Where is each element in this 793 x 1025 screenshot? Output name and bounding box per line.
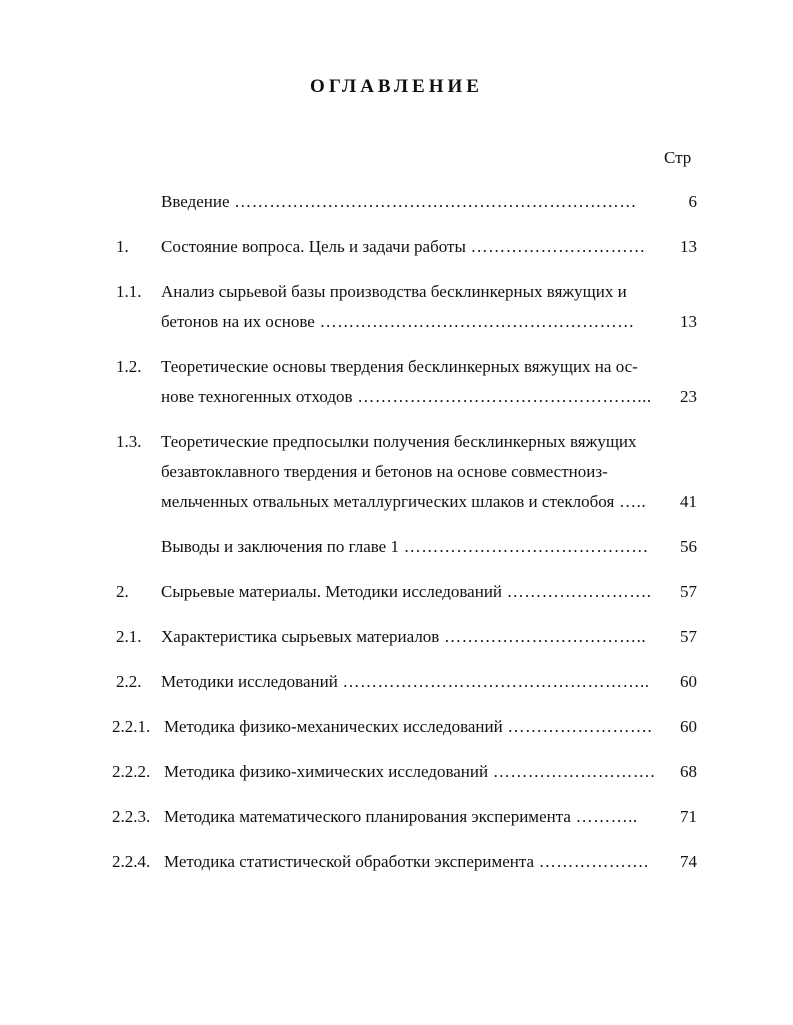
toc-entry-text: Методики исследований ……………………………………………..: [161, 672, 650, 691]
toc-entry-number: 1.3.: [116, 432, 142, 451]
toc-entry-text: Теоретические предпосылки получения бесклинкерных вяжущих: [161, 432, 637, 451]
toc-leader-dots: ……………………………………………..: [337, 672, 650, 691]
toc-entry-number: 2.2.2.: [112, 762, 151, 781]
toc-entry-number: 2.: [116, 582, 129, 601]
toc-page-number: 57: [680, 627, 697, 646]
toc-entry-text: Характеристика сырьевых материалов ……………………………..: [161, 627, 647, 646]
toc-page-number: 60: [680, 717, 697, 736]
toc-entry-text: нове техногенных отходов …………………………………………...: [161, 387, 652, 406]
toc-entry-text: Выводы и заключения по главе 1 ……………………………………: [161, 537, 649, 556]
toc-page-number: 13: [680, 312, 697, 331]
toc-page-number: 68: [680, 762, 697, 781]
toc-entry-number: 2.2.1.: [112, 717, 151, 736]
toc-page-number: 60: [680, 672, 697, 691]
toc-entry-text: мельченных отвальных металлургических шлаков и стеклобоя …..: [161, 492, 647, 511]
toc-page-number: 13: [680, 237, 697, 256]
toc-leader-dots: ……………….: [534, 852, 649, 871]
toc-entry-text: Методика статистической обработки эксперимента ……………….: [164, 852, 649, 871]
toc-entry-number: 2.2.4.: [112, 852, 151, 871]
page-title: ОГЛАВЛЕНИЕ: [310, 76, 483, 97]
toc-leader-dots: ……………………………..: [439, 627, 647, 646]
toc-entry-number: 2.1.: [116, 627, 142, 646]
toc-entry-text: Введение ……………………………………………………………: [161, 192, 637, 211]
toc-entry-text: Методика физико-химических исследований ……………………….: [164, 762, 656, 781]
toc-entry-text: Теоретические основы твердения бесклинкерных вяжущих на ос-: [161, 357, 638, 376]
toc-page-number: 23: [680, 387, 697, 406]
toc-leader-dots: …………………………: [465, 237, 646, 256]
toc-entry-text: бетонов на их основе ………………………………………………: [161, 312, 635, 331]
toc-entry-text: безавтоклавного твердения и бетонов на основе совместноиз-: [161, 462, 608, 481]
toc-leader-dots: …………………….: [502, 717, 653, 736]
toc-entry-text: Анализ сырьевой базы производства бесклинкерных вяжущих и: [161, 282, 627, 301]
toc-leader-dots: …………………………………………...: [352, 387, 652, 406]
toc-entry-number: 1.1.: [116, 282, 142, 301]
toc-leader-dots: ……………………………………………………………: [229, 192, 637, 211]
toc-page-number: 56: [680, 537, 697, 556]
toc-page-number: 57: [680, 582, 697, 601]
toc-leader-dots: …..: [614, 492, 647, 511]
toc-page-number: 41: [680, 492, 697, 511]
toc-entry-text: Методика математического планирования эксперимента ………..: [164, 807, 638, 826]
toc-leader-dots: ……………………………………: [398, 537, 649, 556]
toc-leader-dots: ………………………………………………: [314, 312, 635, 331]
toc-entry-number: 2.2.: [116, 672, 142, 691]
toc-leader-dots: ………..: [570, 807, 638, 826]
toc-entry-text: Состояние вопроса. Цель и задачи работы …………………………: [161, 237, 646, 256]
toc-entry-number: 2.2.3.: [112, 807, 151, 826]
toc-page-number: 6: [688, 192, 697, 211]
toc-entry-text: Сырьевые материалы. Методики исследований …………………….: [161, 582, 652, 601]
toc-page-number: 74: [680, 852, 697, 871]
toc-page-number: 71: [680, 807, 697, 826]
toc-entry-text: Методика физико-механических исследований …………………….: [164, 717, 653, 736]
toc-leader-dots: …………………….: [502, 582, 652, 601]
page-column-label: Стр: [664, 148, 692, 167]
toc-leader-dots: ……………………….: [488, 762, 656, 781]
toc-entry-number: 1.2.: [116, 357, 142, 376]
toc-entry-number: 1.: [116, 237, 129, 256]
